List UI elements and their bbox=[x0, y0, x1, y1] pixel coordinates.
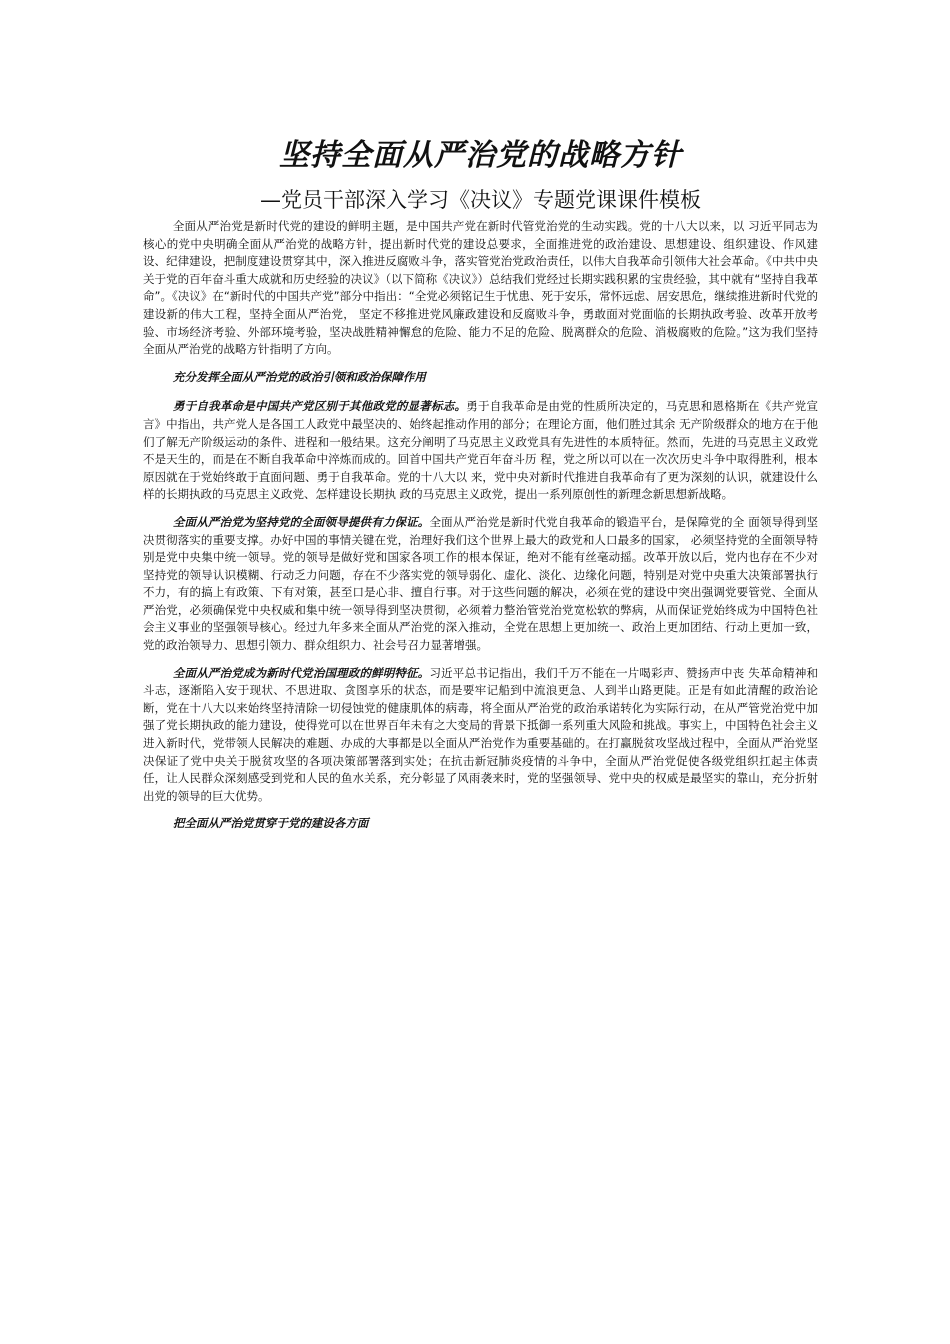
intro-paragraph: 全面从严治党是新时代党的建设的鲜明主题，是中国共产党在新时代管党治党的生动实践。党的十八大以来，以 习近平同志为核心的党中央明确全面从严治党的战略方针，提出新时代党的建设总要求，全面推进党的政治建设、思想建设、组织建设、作风建设、纪律建设，把制度建设贯穿其中，深入推进反腐败斗争，落实管党治党政治责任，以伟大自我革命引领伟大社会革命。《中共中央关于党的百年奋斗重大成就和历史经验的决议》（以下简称《决议》）总结我们党经过长期实践积累的宝贵经验，其中就有“坚持自我革命”。《决议》在“新时代的中国共产党”部分中指出：“全党必须铭记生于忧患、死于安乐，常怀远虑、居安思危，继续推进新时代党的建设新的伟大工程，坚持全面从严治党， 坚定不移推进党风廉政建设和反腐败斗争，勇敢面对党面临的长期执政考验、改革开放考验、市场经济考验、外部环境考验，坚决战胜精神懈怠的危险、能力不足的危险、脱离群众的危险、消极腐败的危险。”这为我们坚持全面从严治党的战略方针指明了方向。 bbox=[143, 219, 818, 357]
paragraph-body: 全面从严治党是新时代党自我革命的锻造平台，是保障党的全 面领导得到坚决贯彻落实的重要支撑。办好中国的事情关键在党，治理好我们这个世界上最大的政党和人口最多的国家， 必须坚持党的全面领导特别是党中央集中统一领导。党的领导是做好党和国家各项工作的根本保证，绝对不能有丝毫动摇。改革开放以后，党内也存在不少对坚持党的领导认识模糊、行动乏力问题，存在不少落实党的领导弱化、虚化、淡化、边缘化问题，特别是对党中央重大决策部署执行不力，有的搞上有政策、下有对策，甚至口是心非、擅自行事。对于这些问题的解决，必须在党的建设中突出强调党要管党、全面从严治党，必须确保党中央权威和集中统一领导得到坚决贯彻，必须着力整治管党治党宽松软的弊病，从而保证党始终成为中国特色社会主义事业的坚强领导核心。经过九年多来全面从严治党的深入推动，全党在思想上更加统一、政治上更加团结、行动上更加一致，党的政治领导力、思想引领力、群众组织力、社会号召力显著增强。 bbox=[143, 514, 819, 653]
section-heading-party-building: 把全面从严治党贯穿于党的建设各方面 bbox=[172, 816, 369, 831]
section-heading-political-guidance: 充分发挥全面从严治党的政治引领和政治保障作用 bbox=[172, 369, 426, 384]
paragraph-party-leadership bbox=[143, 514, 818, 655]
paragraph-body: 习近平总书记指出，我们千万不能在一片喝彩声、赞扬声中丧 失革命精神和斗志，逐渐陷入安于现状、不思进取、贪图享乐的状态，而是要牢记船到中流浪更急、人到半山路更陡。正是有如此清醒的政治论断，党在十八大以来始终坚持清除一切侵蚀党的健康肌体的病毒，将全面从严治党的政治承诺转化为实际行动，在从严管党治党中加强了党长期执政的能力建设，使得党可以在世界百年未有之大变局的背景下抵御一系列重大风险和挑战。事实上，中国特色社会主义进入新时代，党带领人民解决的难题、办成的大事都是以全面从严治党作为重要基础的。在打赢脱贫攻坚战过程中，全面从严治党坚决保证了党中央关于脱贫攻坚的各项决策部署落到实处；在抗击新冠肺炎疫情的斗争中，全面从严治党促使各级党组织扛起主体责任，让人民群众深刻感受到党和人民的鱼水关系，充分彰显了风雨袭来时，党的坚强领导、党中央的权威是最坚实的靠山，充分折射出党的领导的巨大优势。 bbox=[143, 665, 819, 803]
paragraph-self-revolution bbox=[143, 398, 818, 504]
paragraph-body: 勇于自我革命是由党的性质所决定的，马克思和恩格斯在《共产党宣言》中指出，共产党人是各国工人政党中最坚决的、始终起推动作用的部分；在理论方面，他们胜过其余 无产阶级群众的地方在于他们了解无产阶级运动的条件、进程和一般结果。这充分阐明了马克思主义政党具有先进性的本质特征。然而，先进的马克思主义政党不是天生的，而是在不断自我革命中淬炼而成的。回首中国共产党百年奋斗历 程，党之所以可以在一次次历史斗争中取得胜利，根本原因就在于党始终敢于直面问题、勇于自我革命。党的十八大以 来，党中央对新时代推进自我革命有了更为深刻的认识，就建设什么样的长期执政的马克思主义政党、怎样建设长期执 政的马克思主义政党，提出一系列原创性的新理念新思想新战略。 bbox=[143, 399, 819, 502]
document-page bbox=[143, 132, 818, 845]
document-subtitle: —党员干部深入学习《决议》专题党课课件模板 bbox=[260, 188, 701, 212]
paragraph-lead: 全面从严治党为坚持党的全面领导提供有力保证。 bbox=[172, 514, 430, 529]
document-title: 坚持全面从严治党的战略方针 bbox=[279, 138, 682, 173]
paragraph-lead: 勇于自我革命是中国共产党区别于其他政党的显著标志。 bbox=[172, 399, 467, 414]
paragraph-governance-feature bbox=[143, 665, 818, 806]
paragraph-lead: 全面从严治党成为新时代党治国理政的鲜明特征。 bbox=[172, 665, 430, 680]
